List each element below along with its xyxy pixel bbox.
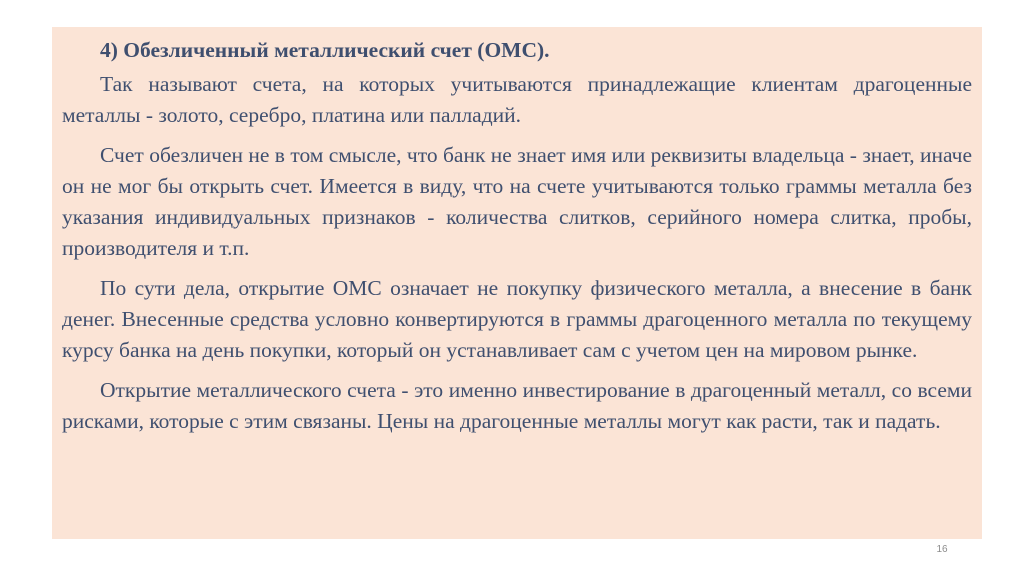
page-number: 16 [936, 544, 948, 555]
paragraph-4: Открытие металлического счета - это именно инвестирование в драгоценный металл, со всеми рисками, которые с этим связаны. Цены на драгоценные металлы могут как расти, так и падать. [62, 378, 972, 433]
paragraph-2: Счет обезличен не в том смысле, что банк не знает имя или реквизиты владельца - знает, иначе он не мог бы открыть счет. Имеется в виду, что на счете учитываются только граммы металла без указания индивидуальных признаков - количества слитков, серийного номера слитка, пробы, производителя и т.п. [62, 143, 972, 260]
paragraph-1: Так называют счета, на которых учитываются принадлежащие клиентам драгоценные металлы - золото, серебро, платина или палладий. [62, 72, 972, 127]
text-box [52, 27, 982, 539]
slide-heading: 4) Обезличенный металлический счет (ОМС). [100, 38, 550, 62]
paragraph-3: По сути дела, открытие ОМС означает не покупку физического металла, а внесение в банк денег. Внесенные средства условно конвертируются в граммы драгоценного металла по текущему курсу банка на день покупки, который он устанавливает сам с учетом цен на мировом рынке. [62, 276, 972, 362]
